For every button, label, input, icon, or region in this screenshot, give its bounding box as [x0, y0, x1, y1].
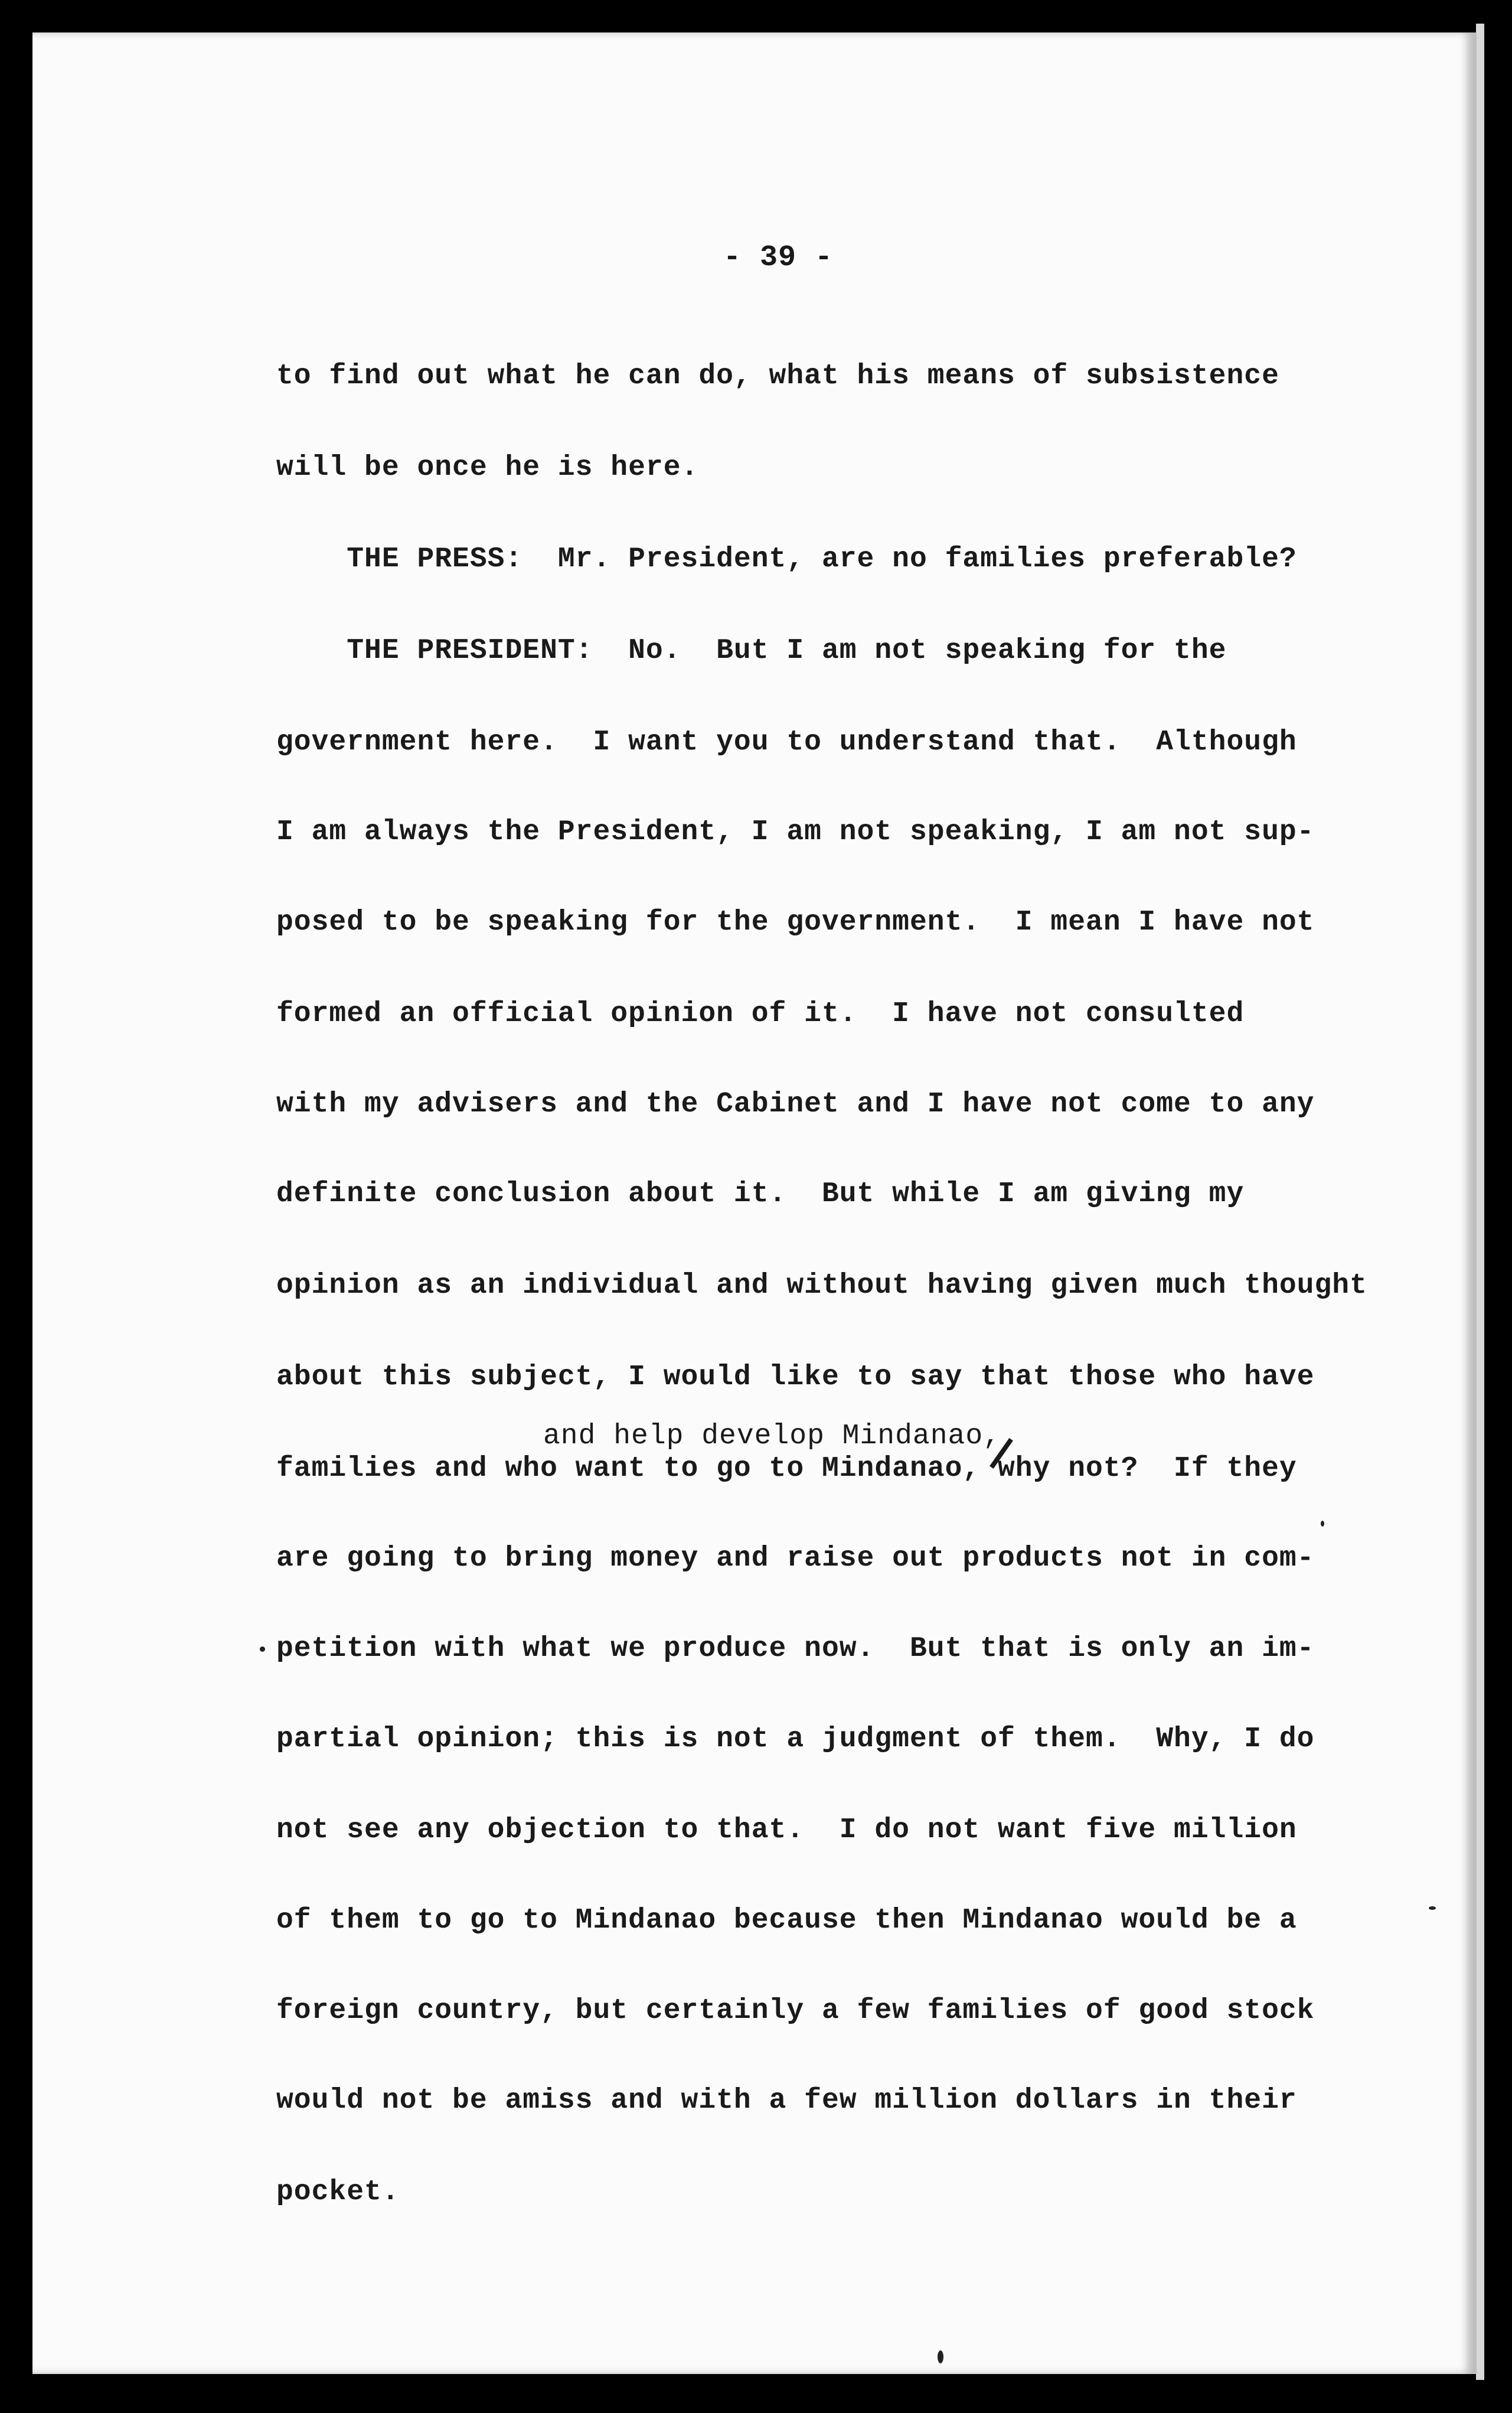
text-line-12: about this subject, I would like to say that those who have	[276, 1361, 1315, 1393]
ink-speck	[938, 2350, 943, 2363]
text-line-9: with my advisers and the Cabinet and I have not come to any	[276, 1088, 1315, 1120]
text-line-5: government here. I want you to understand that. Although	[276, 726, 1297, 758]
text-line-15: petition with what we produce now. But that is only an im-	[276, 1633, 1315, 1665]
text-line-13: families and who want to go to Mindanao, why not? If they	[276, 1453, 1297, 1485]
text-line-19: foreign country, but certainly a few families of good stock	[276, 1995, 1315, 2027]
text-line-20: would not be amiss and with a few million dollars in their	[276, 2085, 1297, 2117]
text-line-14: are going to bring money and raise out products not in com-	[276, 1543, 1315, 1574]
text-line-10: definite conclusion about it. But while I am giving my	[276, 1178, 1245, 1210]
text-line-3: THE PRESS: Mr. President, are no families preferable?	[276, 543, 1297, 575]
page-edge	[1476, 24, 1484, 2380]
text-line-8: formed an official opinion of it. I have not consulted	[276, 998, 1245, 1030]
handwritten-insertion: and help develop Mindanao,	[543, 1420, 1001, 1452]
text-line-21: pocket.	[276, 2176, 400, 2208]
text-line-7: posed to be speaking for the government. I mean I have not	[276, 906, 1315, 938]
text-line-4: THE PRESIDENT: No. But I am not speaking for the	[276, 635, 1227, 667]
text-line-18: of them to go to Mindanao because then Mindanao would be a	[276, 1905, 1297, 1936]
text-line-1: to find out what he can do, what his means of subsistence	[276, 360, 1279, 392]
text-line-16: partial opinion; this is not a judgment of them. Why, I do	[276, 1723, 1315, 1755]
page-number: - 39 -	[723, 241, 834, 275]
text-line-6: I am always the President, I am not speaking, I am not sup-	[276, 816, 1315, 848]
text-line-2: will be once he is here.	[276, 452, 699, 484]
text-line-11: opinion as an individual and without having given much thought	[276, 1270, 1367, 1302]
ink-speck	[260, 1646, 265, 1652]
text-line-17: not see any objection to that. I do not want five million	[276, 1814, 1297, 1846]
ink-speck	[1321, 1521, 1324, 1527]
ink-speck	[1429, 1906, 1436, 1910]
